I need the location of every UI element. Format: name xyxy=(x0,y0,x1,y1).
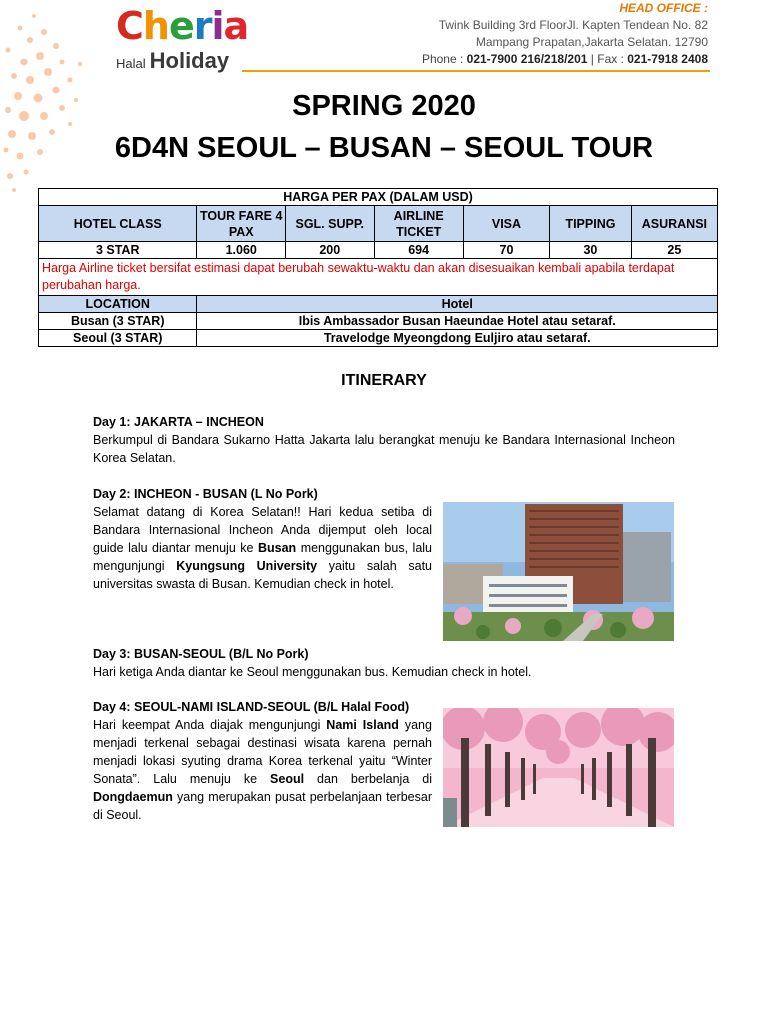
day-1-section xyxy=(93,413,675,467)
day-1-text: Berkumpul di Bandara Sukarno Hatta Jakarta lalu berangkat menuju ke Bandara Internasional Incheon Korea Selatan. xyxy=(93,433,675,465)
fax-label: Fax : xyxy=(597,52,628,66)
phone-label: Phone : xyxy=(421,52,467,66)
day-4-text-part: yang menjadi terkenal sebagai destinasi wisata karena pernah menjadi lokasi syuting drama Korea terkenal yaitu “Winter Sonata”. Lalu menuju ke xyxy=(93,718,432,786)
day-2-text xyxy=(93,503,432,593)
header-hotel: Hotel xyxy=(197,296,718,313)
head-office-info xyxy=(422,0,708,68)
row-visa: 70 xyxy=(463,242,549,259)
header-visa: VISA xyxy=(463,206,549,242)
head-office-heading: HEAD OFFICE : xyxy=(619,1,708,15)
title-line-2: 6D4N SEOUL – BUSAN – SEOUL TOUR xyxy=(114,132,654,164)
logo-brand: Cheria xyxy=(116,4,249,48)
header-hotel-class: HOTEL CLASS xyxy=(39,206,197,242)
hotel-name-busan: Ibis Ambassador Busan Haeundae Hotel atau setaraf. xyxy=(197,313,718,330)
price-note: Harga Airline ticket bersifat estimasi dapat berubah sewaktu-waktu dan akan disesuaikan kembali apabila terdapat perubahan harga. xyxy=(39,259,718,296)
price-caption: HARGA PER PAX (DALAM USD) xyxy=(39,189,718,206)
row-asuransi: 25 xyxy=(631,242,717,259)
header-tour-fare: TOUR FARE 4 PAX xyxy=(197,206,286,242)
day-4-text-part: yang merupakan pusat perbelanjaan terbesar di Seoul. xyxy=(93,790,432,822)
day-2-text-part: Selamat datang di Korea Selatan!! Hari kedua setiba di Bandara Internasional Incheon Anda dijemput oleh local guide lalu diantar menuju ke xyxy=(93,505,432,555)
header-rule xyxy=(242,70,710,72)
address-line-1: Twink Building 3rd FloorJl. Kapten Tendean No. 82 xyxy=(438,18,708,32)
cheria-logo xyxy=(116,4,249,73)
header-airline-ticket: AIRLINE TICKET xyxy=(374,206,463,242)
day-2-bold-university: Kyungsung University xyxy=(176,559,318,573)
day-2-text-part: menggunakan bus, lalu mengunjungi xyxy=(93,541,433,573)
header-location: LOCATION xyxy=(39,296,197,313)
day-3-title: Day 3: BUSAN-SEOUL (B/L No Pork) xyxy=(93,647,309,661)
fax-number: 021-7918 2408 xyxy=(627,52,708,66)
day-2-section xyxy=(93,485,432,593)
price-table xyxy=(38,188,718,347)
day-3-section xyxy=(93,645,675,681)
day-4-title: Day 4: SEOUL-NAMI ISLAND-SEOUL (B/L Halal Food) xyxy=(93,700,410,714)
nami-island-photo xyxy=(443,708,674,827)
separator: | xyxy=(587,52,598,66)
day-4-bold-dongdaemun: Dongdaemun xyxy=(93,790,173,804)
row-sgl-supp: 200 xyxy=(285,242,374,259)
header-sgl-supp: SGL. SUPP. xyxy=(285,206,374,242)
day-2-bold-busan: Busan xyxy=(257,541,297,555)
phone-fax-line xyxy=(422,51,708,68)
hotel-name-seoul: Travelodge Myeongdong Euljiro atau setaraf. xyxy=(197,330,718,347)
header-tipping: TIPPING xyxy=(550,206,632,242)
day-1-title: Day 1: JAKARTA – INCHEON xyxy=(93,415,264,429)
kyungsung-university-photo xyxy=(443,502,674,641)
day-4-bold-nami: Nami Island xyxy=(326,718,399,732)
itinerary-heading: ITINERARY xyxy=(341,372,427,389)
row-airline-ticket: 694 xyxy=(374,242,463,259)
header-asuransi: ASURANSI xyxy=(631,206,717,242)
day-4-bold-seoul: Seoul xyxy=(270,772,305,786)
day-4-text xyxy=(93,716,432,824)
logo-holiday-text: Holiday xyxy=(149,48,230,73)
row-tour-fare: 1.060 xyxy=(197,242,286,259)
day-3-text: Hari ketiga Anda diantar ke Seoul menggunakan bus. Kemudian check in hotel. xyxy=(93,665,532,679)
logo-halal-text: Halal xyxy=(116,56,146,71)
day-4-text-part: dan berbelanja di xyxy=(304,772,432,786)
day-4-text-part: Hari keempat Anda diajak mengunjungi xyxy=(93,718,327,732)
day-2-title: Day 2: INCHEON - BUSAN (L No Pork) xyxy=(93,487,318,501)
hotel-location-busan: Busan (3 STAR) xyxy=(39,313,197,330)
day-4-section xyxy=(93,698,432,824)
day-2-text-part: yaitu salah satu universitas swasta di Busan. Kemudian check in hotel. xyxy=(93,559,432,591)
address-line-2: Mampang Prapatan,Jakarta Selatan. 12790 xyxy=(475,35,708,49)
phone-number: 021-7900 216/218/201 xyxy=(466,52,588,66)
title-line-1: SPRING 2020 xyxy=(292,90,476,122)
row-hotel-class: 3 STAR xyxy=(39,242,197,259)
row-tipping: 30 xyxy=(550,242,632,259)
hotel-location-seoul: Seoul (3 STAR) xyxy=(39,330,197,347)
